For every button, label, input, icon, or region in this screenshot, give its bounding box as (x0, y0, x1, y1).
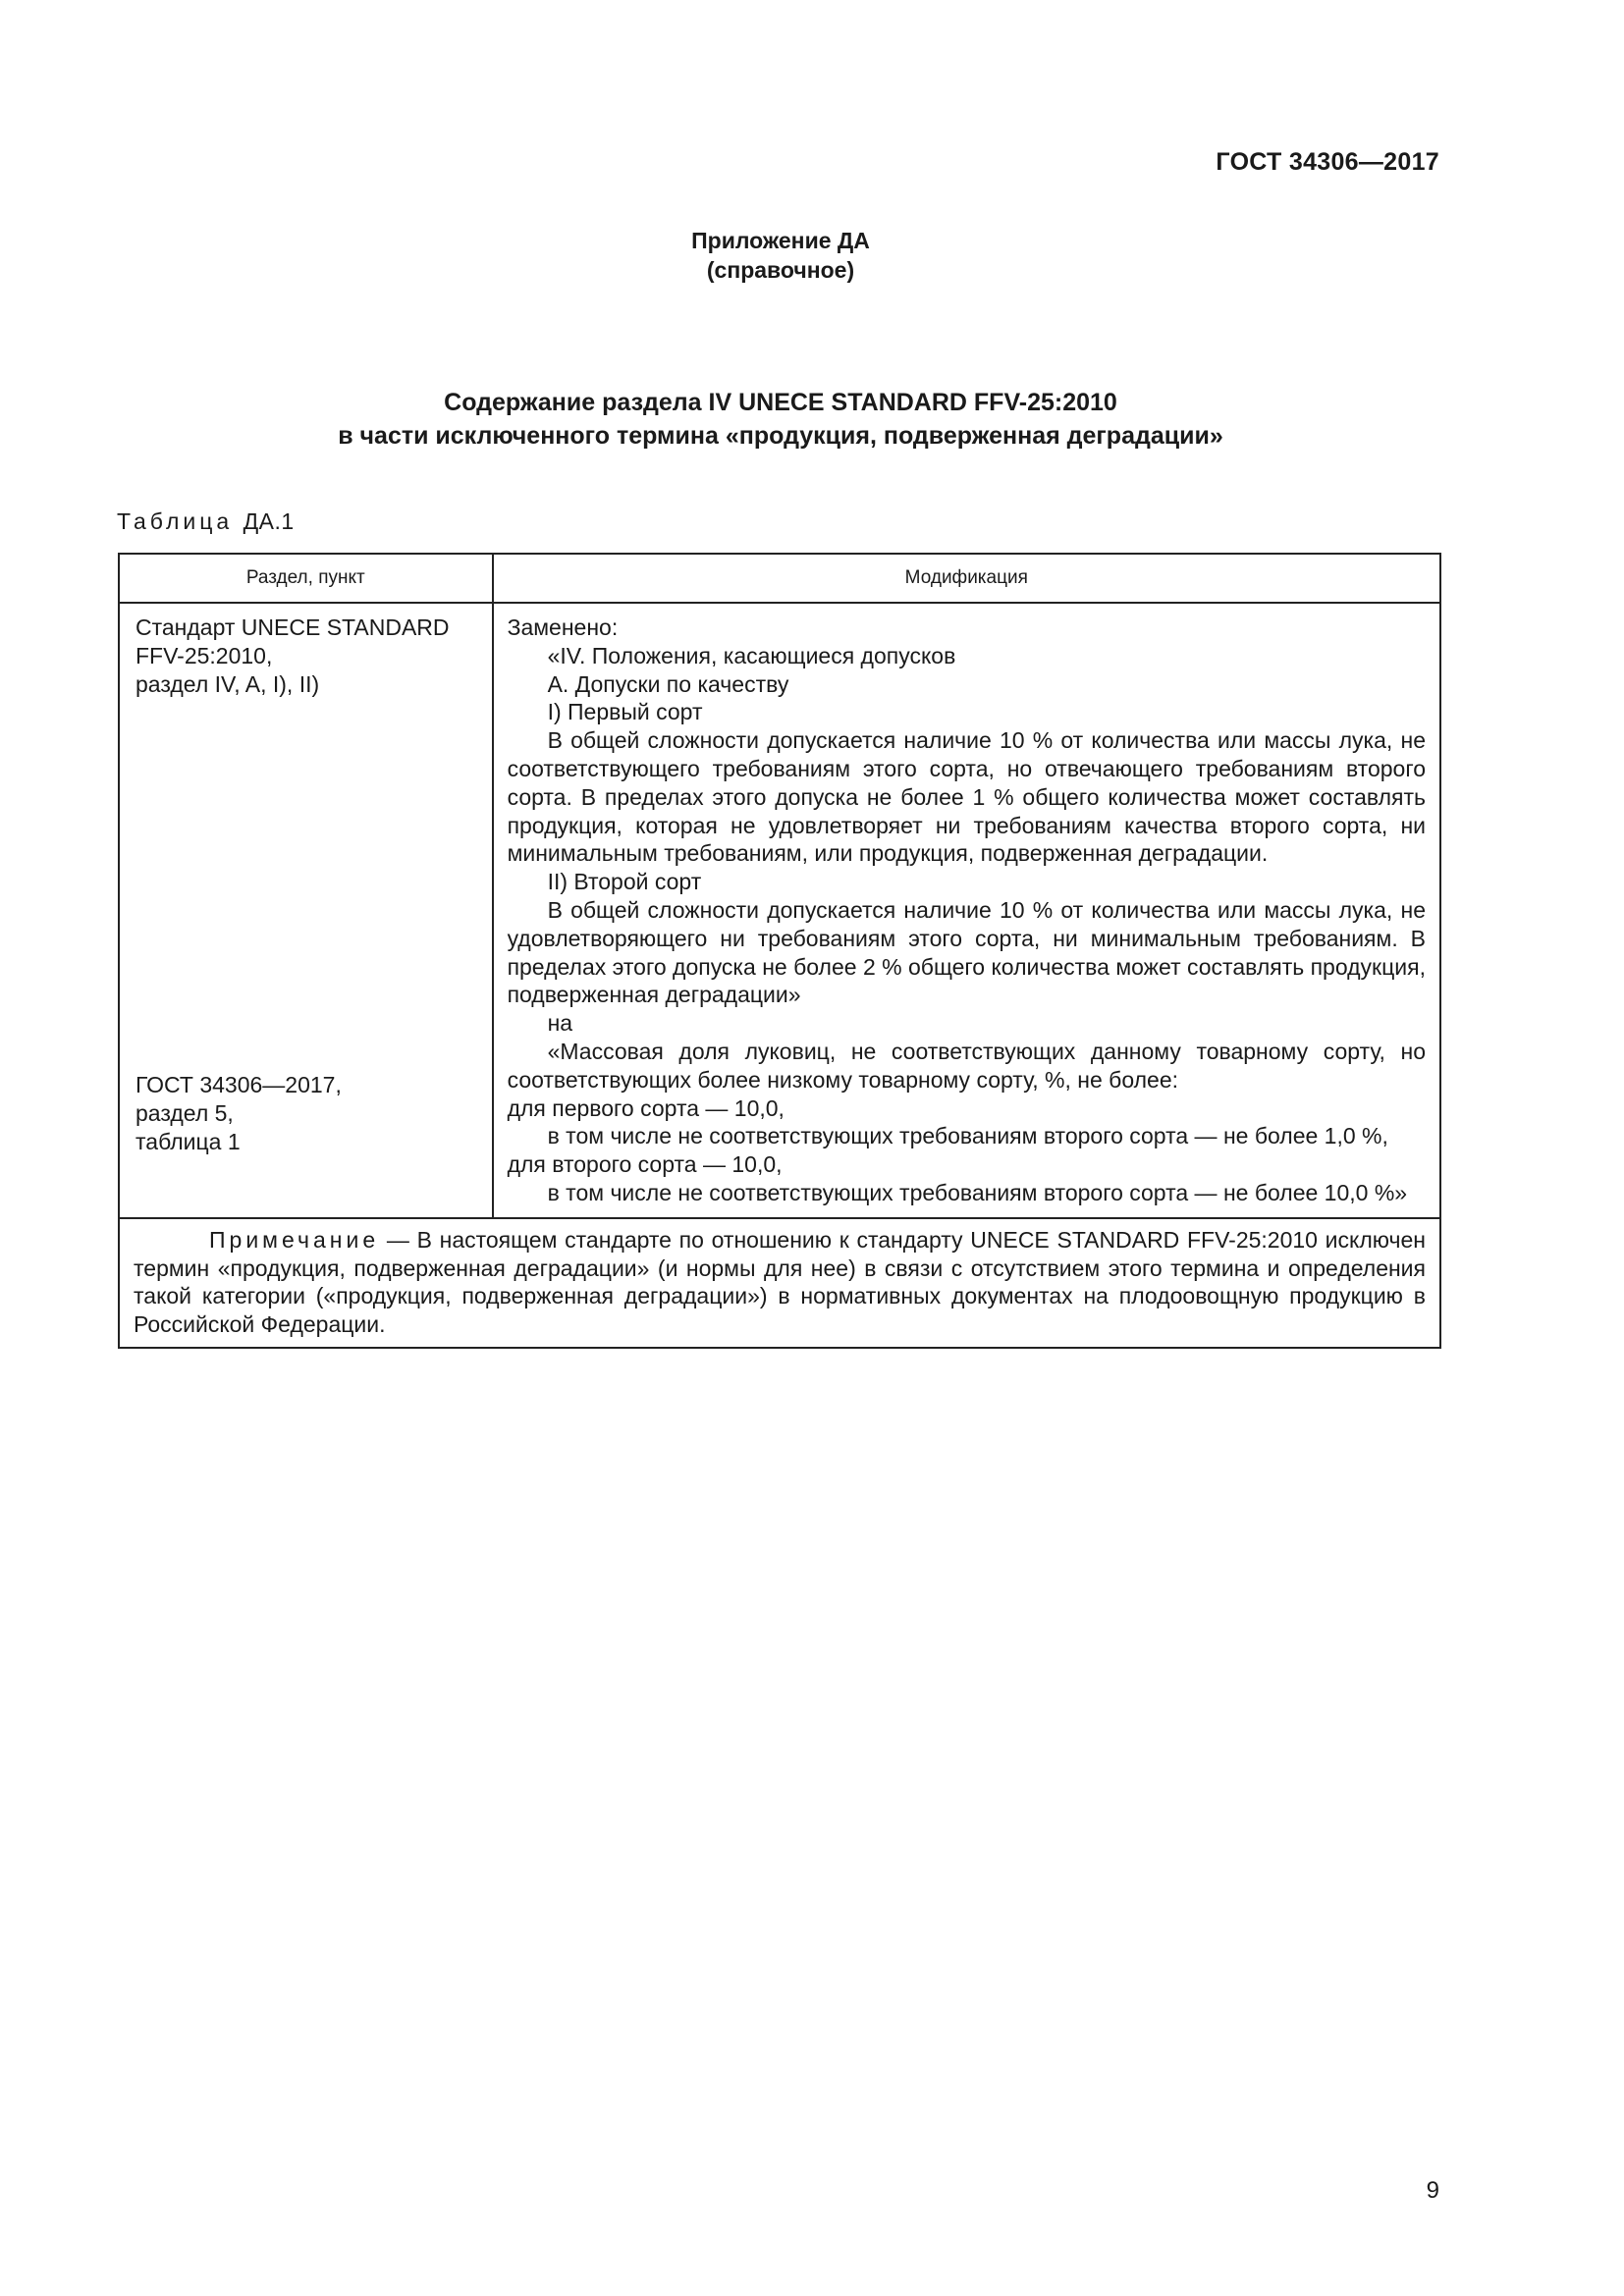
modification-paragraph: I) Первый сорт (547, 699, 703, 725)
modification-table (118, 553, 1441, 1349)
modification-paragraph: для первого сорта — 10,0, (507, 1095, 785, 1121)
table-header-row (119, 554, 1440, 603)
section-line: раздел 5, (135, 1099, 234, 1126)
table-label-word: Таблица (117, 508, 234, 534)
table-body-row (119, 603, 1440, 1218)
document-code: ГОСТ 34306—2017 (1216, 148, 1439, 176)
modification-cell (493, 603, 1440, 1218)
section-cell (119, 603, 493, 1218)
header-section-point: Раздел, пункт (119, 554, 493, 603)
section-line: Стандарт UNECE STANDARD (135, 614, 450, 640)
modification-paragraph: «IV. Положения, касающиеся допусков (547, 642, 956, 668)
table-note-row (119, 1218, 1440, 1348)
modification-paragraph: для второго сорта — 10,0, (507, 1151, 783, 1178)
section-line: ГОСТ 34306—2017, (135, 1072, 342, 1097)
section-reference-unece (135, 614, 482, 698)
modification-paragraph: A. Допуски по качеству (547, 670, 789, 697)
note-cell (119, 1218, 1440, 1348)
section-line: FFV-25:2010, (135, 642, 273, 668)
modification-paragraph: на (547, 1010, 573, 1037)
modification-paragraph: Заменено: (507, 614, 619, 640)
appendix-subtitle: (справочное) (706, 257, 855, 283)
header-modification: Модификация (493, 554, 1440, 603)
page-number: 9 (1426, 2177, 1439, 2204)
section-line: раздел IV, A, I), II) (135, 670, 320, 697)
section-line: таблица 1 (135, 1128, 241, 1154)
section-title (0, 386, 1561, 453)
modification-paragraph: В общей сложности допускается наличие 10 % от количества или массы лука, не удовлетворяющего ни требованиям этого сорта, ни минимальным требованиям. В пределах этого допуска не более 2 % общего количества может составлять продукция, подверженная деградации» (507, 896, 1426, 1008)
modification-paragraph: В общей сложности допускается наличие 10 % от количества или массы лука, не соответствующего требованиям этого сорта, но отвечающего требованиям второго сорта. В пределах этого допуска не более 1 % общего количества может составлять продукция, которая не удовлетворяет ни требованиям качества второго сорта, ни минимальным требованиям, или продукция, подверженная деградации. (507, 727, 1426, 867)
table-label-number: ДА.1 (243, 508, 295, 534)
modification-paragraph: в том числе не соответствующих требованиям второго сорта — не более 1,0 %, (547, 1123, 1388, 1149)
table-label (117, 508, 295, 535)
section-title-line-1: Содержание раздела IV UNECE STANDARD FFV-25:2010 (444, 389, 1117, 416)
section-title-line-2: в части исключенного термина «продукция, подверженная деградации» (338, 422, 1223, 450)
modification-paragraph: II) Второй сорт (547, 869, 702, 895)
appendix-heading (0, 226, 1561, 285)
appendix-title: Приложение ДА (691, 228, 870, 253)
note-label: Примечание (209, 1226, 380, 1253)
modification-paragraph: «Массовая доля луковиц, не соответствующих данному товарному сорту, но соответствующих более низкому товарному сорту, %, не более: (507, 1038, 1426, 1093)
section-reference-gost (135, 1071, 342, 1155)
note-text: — В настоящем стандарте по отношению к стандарту UNECE STANDARD FFV-25:2010 исключен термин «продукция, подверженная деградации» (и нормы для нее) в связи с отсутствием этого термина и определения такой категории («продукция, подверженная деградации») в нормативных документах на плодоовощную продукцию в Российской Федерации. (134, 1226, 1426, 1338)
modification-paragraph: в том числе не соответствующих требованиям второго сорта — не более 10,0 %» (547, 1179, 1408, 1205)
